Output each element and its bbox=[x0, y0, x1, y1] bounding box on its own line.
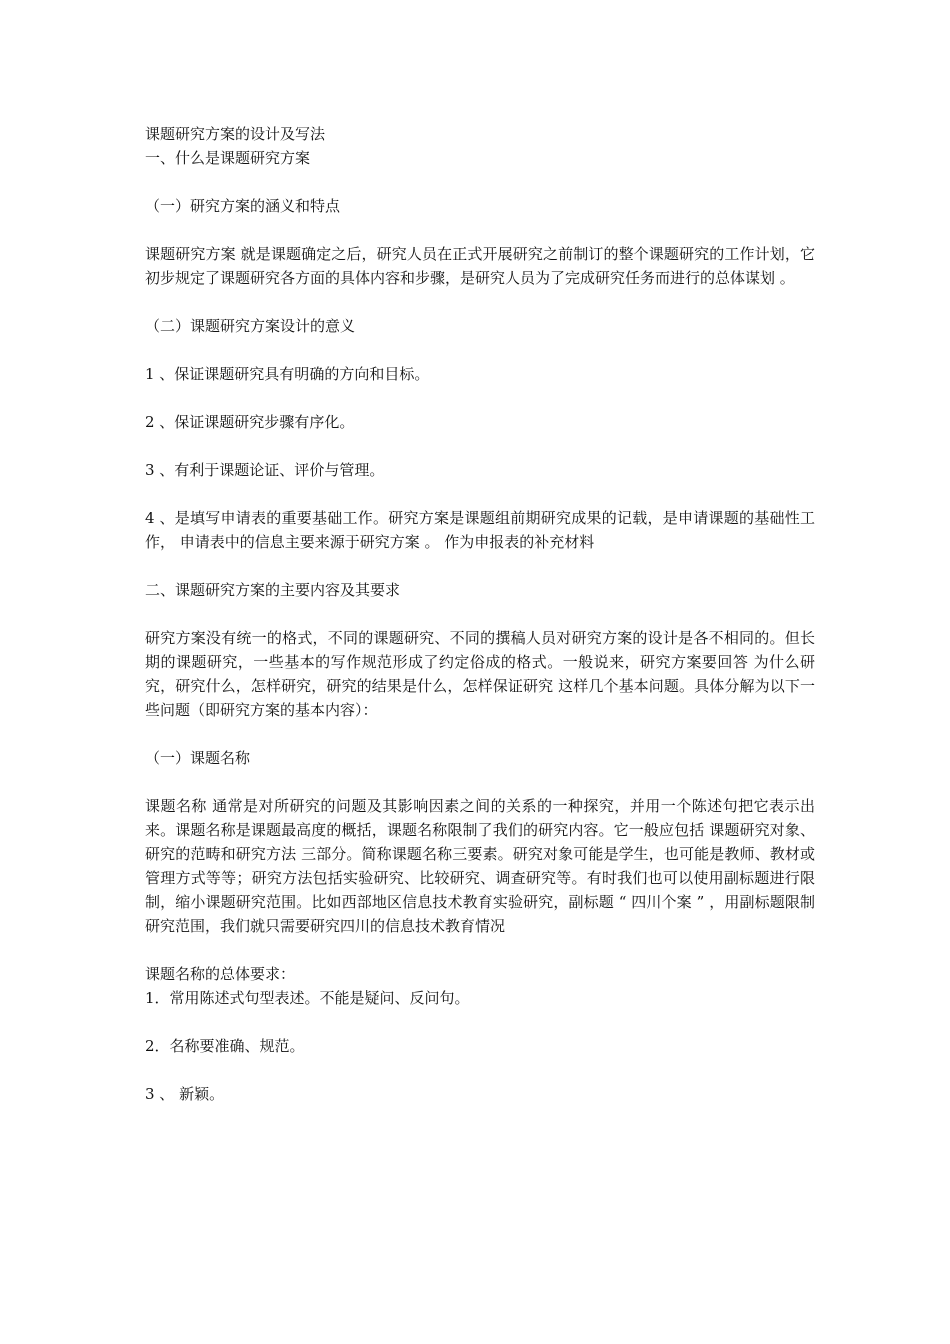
section-2-1-heading: （一）课题名称 bbox=[145, 749, 251, 767]
section-1-2-heading: （二）课题研究方案设计的意义 bbox=[145, 317, 356, 335]
significance-item-2: 2 、保证课题研究步骤有序化。 bbox=[145, 413, 355, 431]
requirement-item-3: 3 、 新颖。 bbox=[145, 1085, 225, 1103]
requirement-item-1: 1．常用陈述式句型表述。不能是疑问、反问句。 bbox=[145, 989, 470, 1007]
significance-item-3: 3 、有利于课题论证、评价与管理。 bbox=[145, 461, 385, 479]
document-title: 课题研究方案的设计及写法 bbox=[145, 125, 326, 143]
requirements-heading: 课题名称的总体要求： bbox=[145, 965, 296, 983]
section-1-heading: 一、什么是课题研究方案 bbox=[145, 149, 311, 167]
section-2-heading: 二、课题研究方案的主要内容及其要求 bbox=[145, 581, 401, 599]
section-1-1-body: 课题研究方案 就是课题确定之后，研究人员在正式开展研究之前制订的整个课题研究的工作计划，它初步规定了课题研究各方面的具体内容和步骤，是研究人员为了完成研究任务而进行的总体谋划 。 bbox=[145, 245, 815, 287]
significance-item-4: 4 、是填写申请表的重要基础工作。研究方案是课题组前期研究成果的记载，是申请课题的基础性工作， 申请表中的信息主要来源于研究方案 。 作为申报表的补充材料 bbox=[145, 509, 815, 551]
section-2-intro: 研究方案没有统一的格式，不同的课题研究、不同的撰稿人员对研究方案的设计是各不相同的。但长期的课题研究，一些基本的写作规范形成了约定俗成的格式。一般说来，研究方案要回答 为什么研究，研究什么，怎样研究，研究的结果是什么，怎样保证研究 这样几个基本问题。具体分解为以下一些问题（即研究方案的基本内容）： bbox=[145, 629, 815, 719]
significance-item-1: 1 、保证课题研究具有明确的方向和目标。 bbox=[145, 365, 430, 383]
section-1-1-heading: （一）研究方案的涵义和特点 bbox=[145, 197, 341, 215]
requirement-item-2: 2．名称要准确、规范。 bbox=[145, 1037, 305, 1055]
section-2-1-body: 课题名称 通常是对所研究的问题及其影响因素之间的关系的一种探究，并用一个陈述句把它表示出来。课题名称是课题最高度的概括，课题名称限制了我们的研究内容。它一般应包括 课题研究对象、研究的范畴和研究方法 三部分。简称课题名称三要素。研究对象可能是学生，也可能是教师、教材或管理方式等等；研究方法包括实验研究、比较研究、调查研究等。有时我们也可以使用副标题进行限制，缩小课题研究范围。比如西部地区信息技术教育实验研究，副标题 “ 四川个案 ” ，用副标题限制研究范围，我们就只需要研究四川的信息技术教育情况 bbox=[145, 797, 815, 935]
document-page bbox=[145, 122, 815, 1106]
